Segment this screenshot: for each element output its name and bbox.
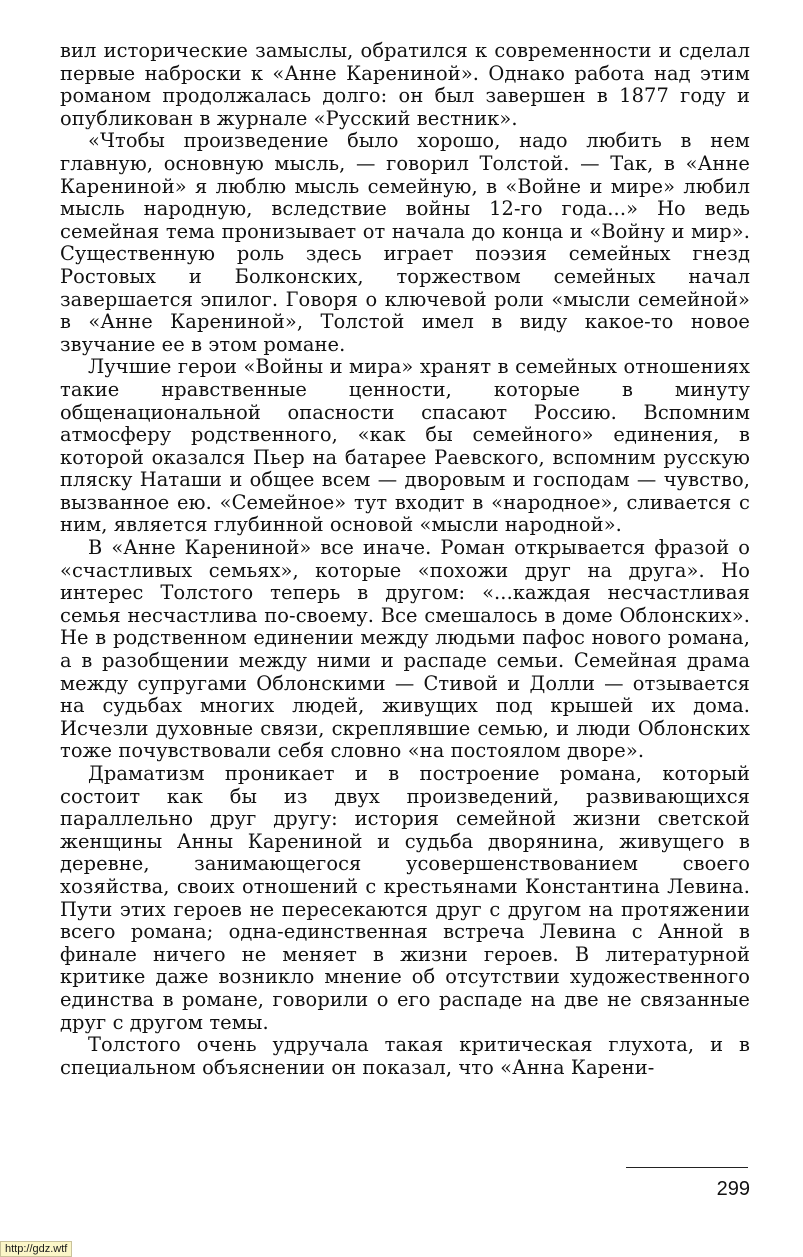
footnote-divider [626,1167,748,1168]
paragraph-4: В «Анне Карениной» все иначе. Роман открывается фразой о «счастливых семьях», которые «похожи друг на друга». Но интерес Толстого теперь в другом: «...каждая несчастливая семья несчастлива по-своему. Все смешалось в доме Облонских». Не в родственном единении между людьми пафос нового романа, а в разобщении между ними и распаде семьи. Семейная драма между супругами Облонскими — Стивой и Долли — отзывается на судьбах многих людей, живущих под крышей их дома. Исчезли духовные связи, скреплявшие семью, и люди Облонских тоже почувствовали себя словно «на постоялом дворе». [60,536,750,763]
page-body [60,40,750,1079]
paragraph-1: вил исторические замыслы, обратился к современности и сделал первые наброски к «Анне Карениной». Однако работа над этим романом продолжалась долго: он был завершен в 1877 году и опубликован в журнале «Русский вестник». [60,39,750,130]
watermark-link[interactable]: http://gdz.wtf [0,1241,72,1257]
paragraph-6: Толстого очень удручала такая критическая глухота, и в специальном объяснении он показал, что «Анна Карени- [60,1033,750,1079]
paragraph-5: Драматизм проникает и в построение романа, который состоит как бы из двух произведений, развивающихся параллельно друг другу: история семейной жизни светской женщины Анны Карениной и судьба дворянина, живущего в деревне, занимающегося усовершенствованием своего хозяйства, своих отношений с крестьянами Константина Левина. Пути этих героев не пересекаются друг с другом на протяжении всего романа; одна-единственная встреча Левина с Анной в финале ничего не меняет в жизни героев. В литературной критике даже возникло мнение об отсутствии художественного единства в романе, говорили о его распаде на две не связанные друг с другом темы. [60,762,750,1034]
paragraph-3: Лучшие герои «Войны и мира» хранят в семейных отношениях такие нравственные ценности, которые в минуту общенациональной опасности спасают Россию. Вспомним атмосферу родственного, «как бы семейного» единения, в которой оказался Пьер на батарее Раевского, вспомним русскую пляску Наташи и общее всем — дворовым и господам — чувство, вызванное ею. «Семейное» тут входит в «народное», сливается с ним, является глубинной основой «мысли народной». [60,355,750,537]
paragraph-2: «Чтобы произведение было хорошо, надо любить в нем главную, основную мысль, — говорил Толстой. — Так, в «Анне Карениной» я люблю мысль семейную, в «Войне и мире» любил мысль народную, вследствие войны 12-го года...» Но ведь семейная тема пронизывает от начала до конца и «Войну и мир». Существенную роль здесь играет поэзия семейных гнезд Ростовых и Болконских, торжеством семейных начал завершается эпилог. Говоря о ключевой роли «мысли семейной» в «Анне Карениной», Толстой имел в виду какое-то новое звучание ее в этом романе. [60,129,750,356]
page-number: 299 [716,1178,750,1200]
